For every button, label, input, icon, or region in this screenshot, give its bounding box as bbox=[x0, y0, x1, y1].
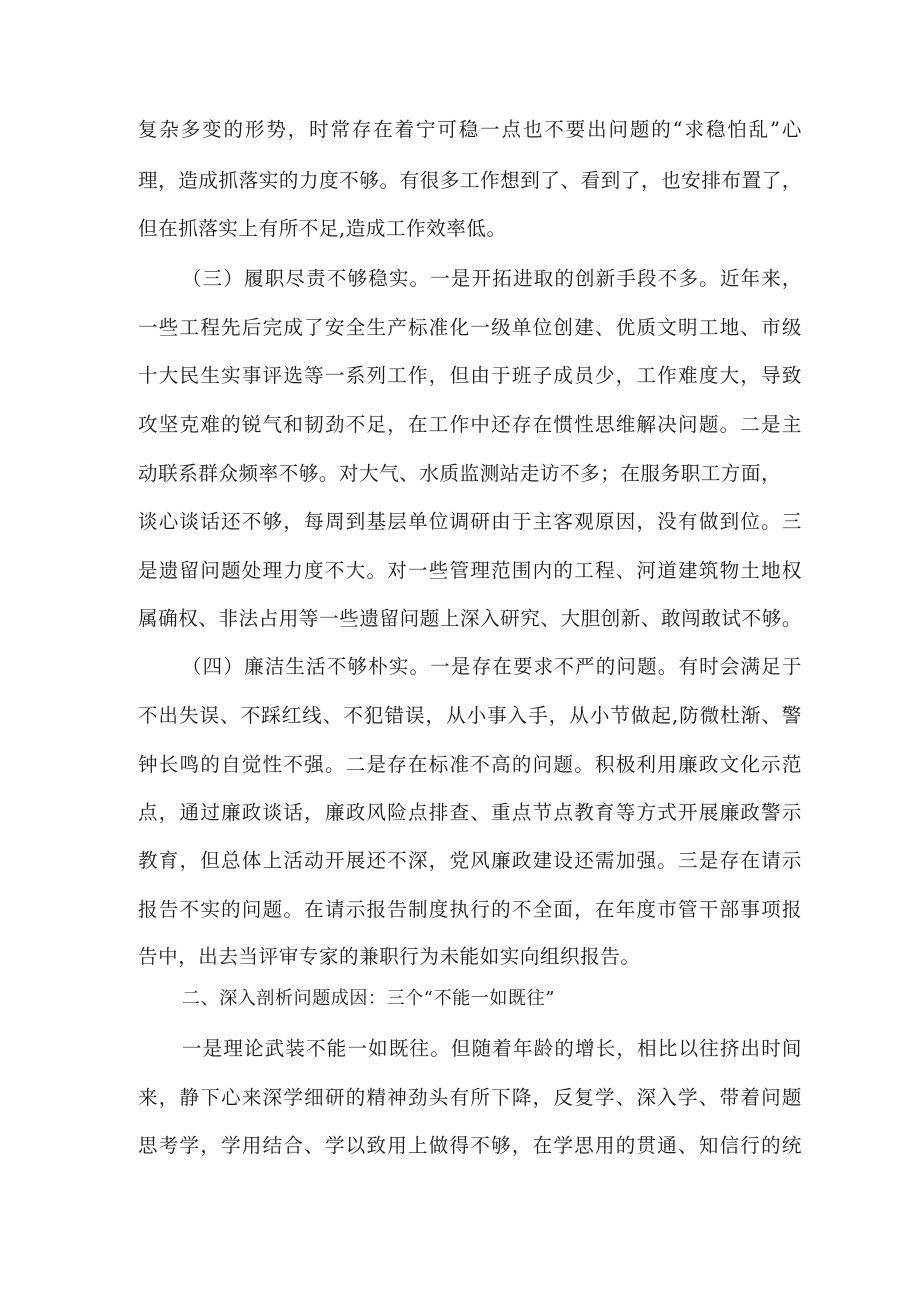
text-line: 不出失误、不踩红线、不犯错误，从小事入手，从小节做起,防微杜渐、警 bbox=[138, 704, 802, 727]
text-line: 复杂多变的形势，时常存在着宁可稳一点也不要出问题的“求稳怕乱”心 bbox=[138, 118, 802, 141]
text-line: 动联系群众频率不够。对大气、水质监测站走访不多；在服务职工方面， bbox=[138, 462, 782, 485]
text-line: 属确权、非法占用等一些遗留问题上深入研究、大胆创新、敢闯敢试不够。 bbox=[138, 607, 802, 630]
text-line: 谈心谈话还不够，每周到基层单位调研由于主客观原因，没有做到位。三 bbox=[138, 510, 802, 533]
text-line: 是遗留问题处理力度不大。对一些管理范围内的工程、河道建筑物土地权 bbox=[138, 559, 802, 582]
text-line: 钟长鸣的自觉性不强。二是存在标准不高的问题。积极利用廉政文化示范 bbox=[138, 753, 802, 776]
paragraph-first-line: （三）履职尽责不够稳实。一是开拓进取的创新手段不多。近年来， bbox=[182, 267, 802, 290]
paragraph-first-line: 一是理论武装不能一如既往。但随着年龄的增长，相比以往挤出时间 bbox=[182, 1037, 802, 1060]
text-line: 但在抓落实上有所不足,造成工作效率低。 bbox=[138, 217, 507, 240]
text-line: 教育，但总体上活动开展还不深，党风廉政建设还需加强。三是存在请示 bbox=[138, 849, 802, 872]
text-line: 攻坚克难的锐气和韧劲不足，在工作中还存在惯性思维解决问题。二是主 bbox=[138, 413, 802, 436]
text-line: 告中，出去当评审专家的兼职行为未能如实向组织报告。 bbox=[138, 945, 641, 968]
section-heading: 二、深入剖析问题成因：三个“不能一如既往” bbox=[182, 988, 556, 1009]
text-line: 报告不实的问题。在请示报告制度执行的不全面，在年度市管干部事项报 bbox=[138, 898, 802, 921]
text-line: 一些工程先后完成了安全生产标准化一级单位创建、优质文明工地、市级 bbox=[138, 316, 802, 339]
paragraph-first-line: （四）廉洁生活不够朴实。一是存在要求不严的问题。有时会满足于 bbox=[182, 655, 802, 678]
text-line: 理，造成抓落实的力度不够。有很多工作想到了、看到了，也安排布置了， bbox=[138, 169, 802, 192]
text-line: 思考学，学用结合、学以致用上做得不够，在学思用的贯通、知信行的统 bbox=[138, 1134, 802, 1157]
text-line: 点，通过廉政谈话，廉政风险点排查、重点节点教育等方式开展廉政警示 bbox=[138, 801, 802, 824]
text-line: 来，静下心来深学细研的精神劲头有所下降，反复学、深入学、带着问题 bbox=[138, 1086, 802, 1109]
text-line: 十大民生实事评选等一系列工作，但由于班子成员少，工作难度大，导致 bbox=[138, 364, 802, 387]
